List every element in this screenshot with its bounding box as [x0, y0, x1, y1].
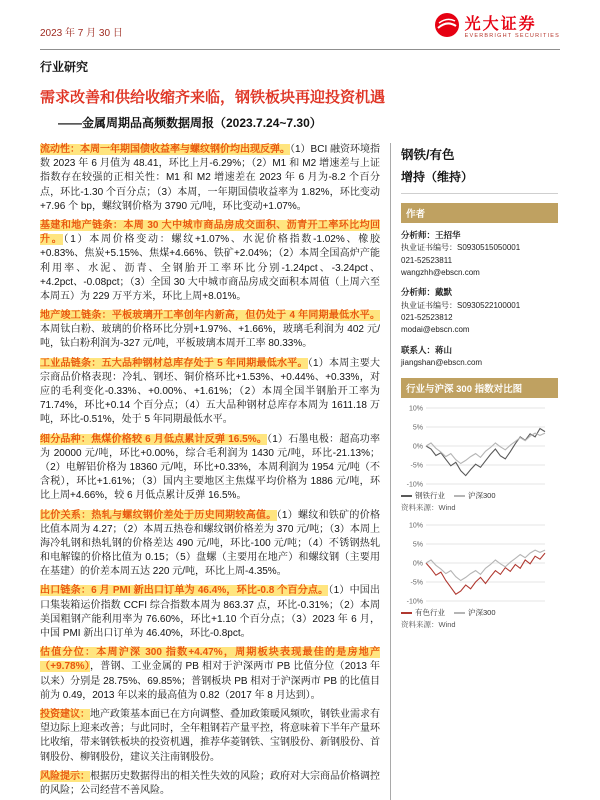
report-body	[40, 143, 380, 800]
legend-label: 沪深300	[468, 491, 496, 501]
svg-text:5%: 5%	[412, 424, 423, 432]
brand-name-cn: 光大证券	[464, 15, 537, 33]
analyst-card	[401, 286, 558, 336]
svg-text:0%: 0%	[412, 443, 423, 451]
sidebar	[390, 143, 558, 800]
section-industrial-chain	[40, 357, 380, 428]
section-lead: 出口链条：6 月 PMI 新出口订单为 46.4%，环比-0.8 个百分点。	[40, 585, 329, 597]
analyst-phone: 021-52523811	[401, 255, 453, 265]
section-text: （1）BCI 融资环境指数 2023 年 6 月值为 48.41，环比上月-6.29%；（2）M1 和 M2 增速差与上证指数存在较强的正相关性：M1 和 M2 增速差在 2023 年 6 月为-8.2 个百分点，环比-1.30 个百分点；（3）本周，一年期国债收益率为 1.82%，环比变动+7.96 个 bp，螺纹钢价格为 3790 元/吨，环比变动+1.07%。	[40, 144, 381, 212]
analyst-name: 分析师：王招华	[401, 230, 461, 240]
legend-label: 钢铁行业	[415, 491, 445, 501]
section-text: （1）螺纹和铁矿的价格比值本周为 4.27；（2）本周五热卷和螺纹钢价格差为 370 元/吨；（3）本周上海冷轧钢和热轧钢的价格差达 490 元/吨，环比-100 元/吨；（4）不锈钢热轧和电解镍的价格比值为 0.15；（5）盘螺（主要用在地产）和螺纹钢（主要用在基建）的价差本周五达 220 元/吨，环比上周-4.35%。	[40, 509, 380, 578]
report-category: 行业研究	[40, 60, 89, 74]
analyst-card	[401, 229, 558, 279]
section-lead: 细分品种：焦煤价格较 6 月低点累计反弹 16.5%。	[40, 433, 268, 445]
section-lead: 工业品链条：五大品种钢材总库存处于 5 年同期最低水平。	[40, 357, 308, 369]
section-exports	[40, 584, 380, 641]
rating-block	[401, 143, 558, 194]
section-text: ，普钢、工业金属的 PB 相对于沪深两市 PB 比值分位（2013 年以来）分别是 28.75%、69.85%；普钢板块 PB 相对于沪深两市 PB 的比值目前为 0.49，2013 年以来的最高值为 0.82（2017 年 8 月达到）。	[40, 661, 380, 701]
section-infrastructure-property	[40, 219, 380, 304]
svg-text:10%: 10%	[408, 405, 423, 413]
everbright-logo-icon	[434, 12, 460, 43]
section-lead: 基建和地产链条：本周 30 大中城市商品房成交面积、沥青开工率环比均回升。	[40, 219, 380, 246]
report-header	[40, 12, 560, 50]
section-liquidity	[40, 143, 380, 214]
author-section-header: 作者	[401, 203, 558, 223]
legend-swatch	[401, 612, 412, 614]
contact-card	[401, 344, 558, 370]
svg-text:-5%: -5%	[410, 462, 423, 470]
svg-text:-10%: -10%	[406, 481, 423, 489]
section-text: （1）本周价格变动：螺纹+1.07%、水泥价格指数-1.02%、橡胶+0.83%、焦炭+5.15%、焦煤+4.66%、铁矿+2.04%；（2）本周全国高炉产能利用率、水泥、沥青、全钢胎开工率环比分别-1.24pct、-3.24pct、+4.2pct、-0.08pct；（3）全国 30 大中城市商品房成交面积本周值（上周六至本周五）为 229 万平方米，环比上周+8.01%。	[40, 234, 380, 302]
brand-logo-text	[465, 16, 560, 40]
section-lead: 比价关系：热轧与螺纹钢价差处于历史同期较高值。	[40, 509, 277, 521]
section-lead: 地产竣工链条：平板玻璃开工率创年内新高，但仍处于 4 年同期最低水平。	[40, 310, 380, 322]
section-price-ratios	[40, 509, 380, 580]
section-lead: 流动性：本周一年期国债收益率与螺纹钢价均出现反弹。	[40, 144, 290, 155]
svg-text:0%: 0%	[412, 560, 423, 568]
section-lead: 投资建议：	[40, 708, 90, 720]
report-subtitle: ——金属周期品高频数据周报（2023.7.24~7.30）	[58, 116, 322, 130]
report-date: 2023 年 7 月 30 日	[40, 28, 123, 39]
section-risk-warning	[40, 770, 380, 798]
analyst-cert: 执业证书编号：S0930522100001	[401, 300, 521, 310]
legend-swatch	[401, 495, 412, 497]
section-subsegments	[40, 433, 380, 504]
section-investment-advice	[40, 708, 380, 765]
chart-source: 资料来源：Wind	[401, 503, 456, 513]
chart-section-header: 行业与沪深 300 指数对比图	[401, 378, 558, 398]
section-text: （1）中国出口集装箱运价指数 CCFI 综合指数本周为 863.37 点，环比-0.31%；（2）本周美国粗钢产能利用率为 76.60%，环比+1.10 个百分点；（3）2023 年 6 月，中国 PMI 新出口订单为 46.40%，环比-0.8pct。	[40, 585, 381, 639]
chart-legend	[401, 490, 558, 501]
rating-value: 增持（维持）	[401, 170, 474, 184]
svg-text:-5%: -5%	[410, 579, 423, 587]
chart-legend	[401, 607, 558, 618]
legend-item	[454, 490, 496, 501]
legend-item	[401, 607, 445, 618]
legend-swatch	[454, 612, 465, 614]
section-text: （1）石墨电极：超高功率为 20000 元/吨，环比+0.00%，综合毛利润为 1430 元/吨，环比-21.13%；（2）电解铝价格为 18360 元/吨，环比+0.33%，本周利润为 1954 元/吨（不含税），环比+1.61%；（3）国内主要地区主焦煤平均价格为 1886 元/吨，环比上周+4.66%，较 6 月低点累计反弹 16.5%。	[40, 433, 380, 502]
analyst-name: 分析师：戴默	[401, 287, 453, 298]
section-text: （1）本周主要大宗商品价格表现：冷轧、钢坯、铜价格环比+1.53%、+0.44%、+0.33%，对应的毛利变化-0.33%、+0.00%、+1.61%；（2）本周全国半钢胎开工率为 71.74%，环比+0.14 个百分点；（4）五大品种钢材总库存本周为 1611.18 万吨，环比-0.51%，处于 5 年同期最低水平。	[40, 357, 380, 426]
chart-source: 资料来源：Wind	[401, 620, 456, 630]
svg-text:10%: 10%	[408, 522, 423, 530]
industry-name: 钢铁/有色	[401, 148, 455, 162]
section-lead: 估值分位：本周沪深 300 指数+4.47%，周期板块表现最佳的是房地产（+9.78%）	[40, 647, 380, 673]
nonferrous-vs-hs300-chart	[401, 521, 547, 605]
section-lead: 风险提示：	[40, 770, 90, 782]
svg-text:5%: 5%	[412, 541, 423, 549]
analyst-email: modai@ebscn.com	[401, 325, 470, 335]
section-property-completion	[40, 309, 380, 352]
analyst-cert: 执业证书编号：S0930515050001	[401, 243, 521, 253]
legend-swatch	[454, 495, 465, 497]
legend-label: 有色行业	[415, 608, 445, 618]
section-text: 根据历史数据得出的相关性失效的风险；政府对大宗商品价格调控的风险；公司经营不善风险。	[40, 770, 380, 796]
legend-item	[454, 607, 496, 618]
steel-vs-hs300-chart	[401, 404, 547, 488]
contact-name: 联系人：蒋山	[401, 344, 453, 355]
analyst-email: wangzhh@ebscn.com	[401, 267, 480, 277]
brand-name-en: EVERBRIGHT SECURITIES	[464, 33, 560, 40]
brand-logo	[434, 12, 560, 43]
analyst-phone: 021-52523812	[401, 312, 453, 322]
section-valuation	[40, 646, 380, 703]
contact-email: jiangshan@ebscn.com	[401, 357, 483, 367]
legend-label: 沪深300	[468, 608, 496, 618]
content-area	[40, 143, 560, 800]
section-text: 本周钛白粉、玻璃的价格环比分别+1.97%、+1.66%，玻璃毛利润为 402 元/吨，钛白粉利润为-327 元/吨，平板玻璃本周开工率 80.33%。	[40, 324, 380, 350]
svg-text:-10%: -10%	[406, 598, 423, 606]
legend-item	[401, 490, 445, 501]
section-text: 地产政策基本面已在方向调整、叠加政策暖风频吹，钢铁业需求有望边际上迎来改善；与此同时，全年粗钢若产量平控，将意味着下半年产量环比收缩，带来钢铁板块的投资机遇，推荐华菱钢铁、宝钢股份、新钢股份、首钢股份、柳钢股份，建议关注南钢股份。	[40, 708, 380, 763]
report-title: 需求改善和供给收缩齐来临，钢铁板块再迎投资机遇	[40, 89, 386, 106]
